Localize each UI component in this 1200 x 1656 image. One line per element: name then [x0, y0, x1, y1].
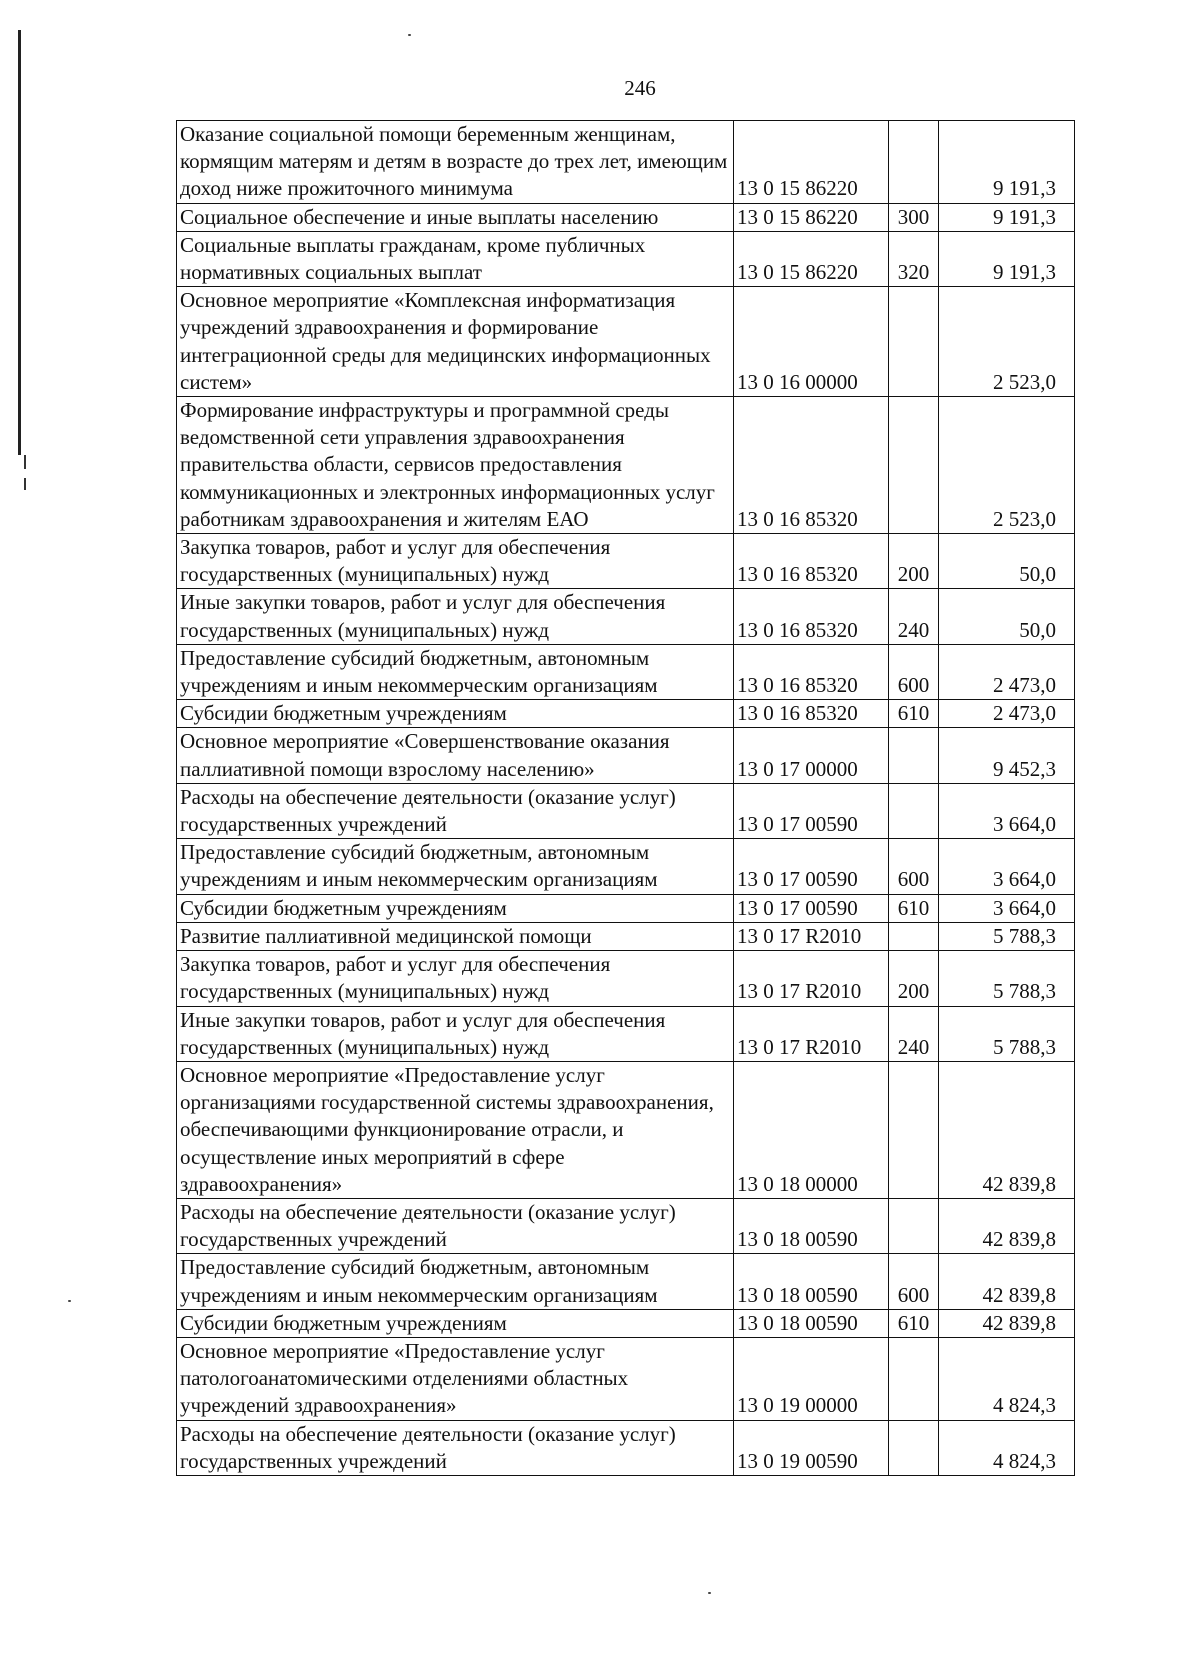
table-row — [177, 203, 1075, 231]
row-vr-cell — [889, 121, 939, 204]
scan-edge-tick — [24, 478, 26, 490]
row-code-cell: 13 0 16 85320 — [734, 534, 889, 589]
row-vr-cell — [889, 1420, 939, 1475]
table-row — [177, 951, 1075, 1006]
row-code-cell: 13 0 16 85320 — [734, 644, 889, 699]
row-vr-cell: 200 — [889, 951, 939, 1006]
row-amount-cell: 2 473,0 — [939, 644, 1075, 699]
scan-edge-tick — [24, 455, 26, 469]
table-row — [177, 231, 1075, 286]
page-number: 246 — [624, 76, 656, 100]
row-name-cell: Субсидии бюджетным учреждениям — [177, 700, 734, 728]
row-name-cell: Субсидии бюджетным учреждениям — [177, 1309, 734, 1337]
row-name-cell: Предоставление субсидий бюджетным, автономным учреждениям и иным некоммерческим организациям — [177, 1254, 734, 1309]
row-code-cell: 13 0 17 R2010 — [734, 951, 889, 1006]
row-vr-cell: 610 — [889, 894, 939, 922]
table-row — [177, 1198, 1075, 1253]
row-vr-cell — [889, 397, 939, 534]
row-code-cell: 13 0 15 86220 — [734, 203, 889, 231]
row-name-cell: Расходы на обеспечение деятельности (оказание услуг) государственных учреждений — [177, 1420, 734, 1475]
row-code-cell: 13 0 18 00000 — [734, 1061, 889, 1198]
row-amount-cell: 2 523,0 — [939, 397, 1075, 534]
row-amount-cell: 3 664,0 — [939, 839, 1075, 894]
table-row — [177, 1420, 1075, 1475]
row-vr-cell: 300 — [889, 203, 939, 231]
table-row — [177, 922, 1075, 950]
row-vr-cell: 600 — [889, 644, 939, 699]
row-vr-cell: 240 — [889, 589, 939, 644]
row-amount-cell: 4 824,3 — [939, 1337, 1075, 1420]
scan-speck — [68, 1300, 71, 1302]
row-vr-cell: 610 — [889, 1309, 939, 1337]
table-row — [177, 1337, 1075, 1420]
table-row — [177, 1061, 1075, 1198]
row-name-cell: Основное мероприятие «Комплексная информатизация учреждений здравоохранения и формирование интеграционной среды для медицинских информационных систем» — [177, 287, 734, 397]
row-vr-cell: 600 — [889, 839, 939, 894]
row-amount-cell: 50,0 — [939, 589, 1075, 644]
row-name-cell: Расходы на обеспечение деятельности (оказание услуг) государственных учреждений — [177, 1198, 734, 1253]
row-code-cell: 13 0 18 00590 — [734, 1198, 889, 1253]
row-vr-cell: 240 — [889, 1006, 939, 1061]
row-name-cell: Основное мероприятие «Совершенствование оказания паллиативной помощи взрослому населению» — [177, 728, 734, 783]
row-name-cell: Основное мероприятие «Предоставление услуг организациями государственной системы здравоохранения, обеспечивающими функционирование отрасли, и осуществление иных мероприятий в сфере здравоохранения» — [177, 1061, 734, 1198]
row-code-cell: 13 0 18 00590 — [734, 1254, 889, 1309]
row-amount-cell: 9 191,3 — [939, 121, 1075, 204]
row-name-cell: Формирование инфраструктуры и программной среды ведомственной сети управления здравоохранения правительства области, сервисов предоставления коммуникационных и электронных информационных услуг работникам здравоохранения и жителям ЕАО — [177, 397, 734, 534]
row-name-cell: Расходы на обеспечение деятельности (оказание услуг) государственных учреждений — [177, 783, 734, 838]
row-name-cell: Предоставление субсидий бюджетным, автономным учреждениям и иным некоммерческим организациям — [177, 644, 734, 699]
row-name-cell: Оказание социальной помощи беременным женщинам, кормящим матерям и детям в возрасте до трех лет, имеющим доход ниже прожиточного минимума — [177, 121, 734, 204]
row-amount-cell: 42 839,8 — [939, 1198, 1075, 1253]
row-amount-cell: 50,0 — [939, 534, 1075, 589]
table-row — [177, 287, 1075, 397]
row-vr-cell — [889, 1198, 939, 1253]
row-code-cell: 13 0 16 00000 — [734, 287, 889, 397]
row-code-cell: 13 0 15 86220 — [734, 231, 889, 286]
row-amount-cell: 5 788,3 — [939, 951, 1075, 1006]
row-code-cell: 13 0 19 00000 — [734, 1337, 889, 1420]
row-name-cell: Основное мероприятие «Предоставление услуг патологоанатомическими отделениями областных учреждений здравоохранения» — [177, 1337, 734, 1420]
row-name-cell: Социальные выплаты гражданам, кроме публичных нормативных социальных выплат — [177, 231, 734, 286]
table-row — [177, 121, 1075, 204]
row-vr-cell: 200 — [889, 534, 939, 589]
row-vr-cell: 610 — [889, 700, 939, 728]
row-vr-cell — [889, 1337, 939, 1420]
row-amount-cell: 5 788,3 — [939, 922, 1075, 950]
row-amount-cell: 9 452,3 — [939, 728, 1075, 783]
row-name-cell: Предоставление субсидий бюджетным, автономным учреждениям и иным некоммерческим организациям — [177, 839, 734, 894]
table-row — [177, 644, 1075, 699]
row-code-cell: 13 0 16 85320 — [734, 700, 889, 728]
row-vr-cell — [889, 728, 939, 783]
row-code-cell: 13 0 16 85320 — [734, 589, 889, 644]
budget-table-body — [177, 121, 1075, 1476]
scan-speck — [708, 1592, 711, 1594]
table-row — [177, 700, 1075, 728]
row-code-cell: 13 0 16 85320 — [734, 397, 889, 534]
table-row — [177, 728, 1075, 783]
row-code-cell: 13 0 19 00590 — [734, 1420, 889, 1475]
row-code-cell: 13 0 17 00000 — [734, 728, 889, 783]
row-amount-cell: 5 788,3 — [939, 1006, 1075, 1061]
scan-speck — [408, 34, 411, 36]
row-amount-cell: 3 664,0 — [939, 894, 1075, 922]
row-amount-cell: 9 191,3 — [939, 203, 1075, 231]
row-amount-cell: 42 839,8 — [939, 1309, 1075, 1337]
row-vr-cell: 320 — [889, 231, 939, 286]
row-code-cell: 13 0 15 86220 — [734, 121, 889, 204]
row-code-cell: 13 0 17 R2010 — [734, 922, 889, 950]
row-code-cell: 13 0 17 R2010 — [734, 1006, 889, 1061]
row-vr-cell — [889, 287, 939, 397]
row-amount-cell: 42 839,8 — [939, 1061, 1075, 1198]
table-row — [177, 839, 1075, 894]
table-row — [177, 534, 1075, 589]
table-row — [177, 783, 1075, 838]
table-row — [177, 589, 1075, 644]
row-name-cell: Закупка товаров, работ и услуг для обеспечения государственных (муниципальных) нужд — [177, 534, 734, 589]
row-amount-cell: 2 473,0 — [939, 700, 1075, 728]
row-code-cell: 13 0 17 00590 — [734, 894, 889, 922]
row-vr-cell: 600 — [889, 1254, 939, 1309]
row-amount-cell: 4 824,3 — [939, 1420, 1075, 1475]
row-code-cell: 13 0 17 00590 — [734, 783, 889, 838]
row-amount-cell: 3 664,0 — [939, 783, 1075, 838]
row-name-cell: Развитие паллиативной медицинской помощи — [177, 922, 734, 950]
row-vr-cell — [889, 1061, 939, 1198]
row-name-cell: Иные закупки товаров, работ и услуг для обеспечения государственных (муниципальных) нужд — [177, 1006, 734, 1061]
row-vr-cell — [889, 783, 939, 838]
row-name-cell: Иные закупки товаров, работ и услуг для обеспечения государственных (муниципальных) нужд — [177, 589, 734, 644]
row-name-cell: Закупка товаров, работ и услуг для обеспечения государственных (муниципальных) нужд — [177, 951, 734, 1006]
row-name-cell: Социальное обеспечение и иные выплаты населению — [177, 203, 734, 231]
table-row — [177, 1006, 1075, 1061]
row-name-cell: Субсидии бюджетным учреждениям — [177, 894, 734, 922]
row-code-cell: 13 0 18 00590 — [734, 1309, 889, 1337]
table-row — [177, 1309, 1075, 1337]
table-row — [177, 1254, 1075, 1309]
table-row — [177, 397, 1075, 534]
row-vr-cell — [889, 922, 939, 950]
row-amount-cell: 2 523,0 — [939, 287, 1075, 397]
row-code-cell: 13 0 17 00590 — [734, 839, 889, 894]
budget-table — [176, 120, 1075, 1476]
row-amount-cell: 9 191,3 — [939, 231, 1075, 286]
table-row — [177, 894, 1075, 922]
row-amount-cell: 42 839,8 — [939, 1254, 1075, 1309]
